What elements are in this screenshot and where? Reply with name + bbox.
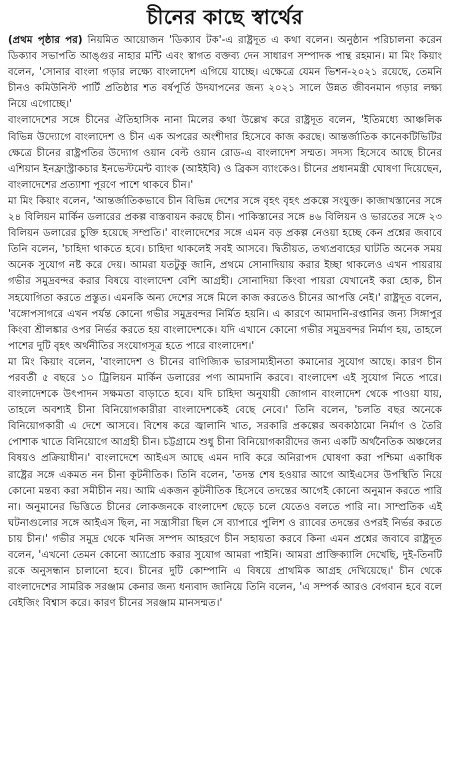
article-paragraph: মা মিং কিয়াং বলেন, 'বাংলাদেশ ও চীনের বাণিজ্যিক ভারসাম্যহীনতা কমানোর সুযোগ আছে। কারণ চীন পরবর্তী ৫ বছরে ১০ ট্রিলিয়ন মার্কিন ডলারের পণ্য আমদানি করবে। বাংলাদেশ এই সুযোগ নিতে পারে। বাংলাদেশকে উৎপাদন সক্ষমতা বাড়াতে হবে। যদি চাহিদা অনুযায়ী জোগান বাংলাদেশ থেকে পাওয়া যায়, তাহলে অবশ্যই চীনা বিনিয়োগকারীরা বাংলাদেশকেই বেছে নেবে।' তিনি বলেন, 'চলতি বছর অনেকে বিনিয়োগকারী এ দেশে আসবে। বিশেষ করে জ্বালানি খাত, সরকারি প্রকল্পের অবকাঠামো নির্মাণ ও তৈরি পোশাক খাতে বিনিয়োগে আগ্রহী চীন। চট্টগ্রামে শুধু চীনা বিনিয়োগকারীদের জন্য একটি অর্থনৈতিক অঞ্চলের বিষয়ও প্রক্রিয়াধীন।' বাংলাদেশে আইএস আছে এমন দাবি করে অনিরাপদ ঘোষণা করা পশ্চিমা একাধিক রাষ্ট্রের সঙ্গে একমত নন চীনা কূটনীতিক। তিনি বলেন, 'তদন্ত শেষ হওয়ার আগে আইএসের উপস্থিতি নিয়ে কোনো মন্তব্য করা সমীচীন নয়। আমি একজন কূটনীতিক হিসেবে তদন্তের আগেই কোনো অনুমান করতে পারি না। অনুমানের ভিত্তিতে চীনের লোকজনকে বাংলাদেশ ছেড়ে চলে যেতেও বলতে পারি না। সাম্প্রতিক এই ঘটনাগুলোর সঙ্গে আইএস ছিল, না সন্ত্রাসীরা ছিল সে ব্যাপারে পুলিশ ও র‌্যাবের তদন্তের ওপরই নির্ভর করতে চায় চীন।' গভীর সমুদ্র থেকে খনিজ সম্পদ আহরণে চীন সহায়তা করবে কিনা এমন প্রশ্নের জবাবে রাষ্ট্রদূত বলেন, 'এখনো তেমন কোনো অ্যাপ্রোচ করার সুযোগ আমরা পাইনি। আমরা প্রাক্তিক্যালি দেখেছি, দুই-তিনটি রকে অনুসন্ধান চালানো হবে। চীনের দুটি কোম্পানি এ বিষয়ে প্রাথমিক আগ্রহ দেখিয়েছে।' চীন থেকে বাংলাদেশের সামরিক সরঞ্জাম কেনার জন্য ধন্যবাদ জানিয়ে তিনি বলেন, 'এ সম্পর্ক আরও বেগবান হবে বলে বেইজিং বিশ্বাস করে। কারণ চীনের সরঞ্জাম মানসম্মত।' xyxy=(8,356,442,610)
article-paragraph: মা মিং কিয়াং বলেন, 'আন্তর্জাতিকভাবে চীন বিভিন্ন দেশের সঙ্গে বৃহৎ বৃহৎ প্রকল্পে সংযুক্ত। কাজাখস্তানের সঙ্গে ২৪ বিলিয়ন মার্কিন ডলারের প্রকল্প বাস্তবায়ন করছে চীন। পাকিস্তানের সঙ্গে ৪৬ বিলিয়ন ও ভারতের সঙ্গে ২৩ বিলিয়ন ডলারের চুক্তি হয়েছে সম্প্রতি।' বাংলাদেশের সঙ্গে এমন বড় প্রকল্প নেওয়া হচ্ছে কেন প্রশ্নের জবাবে তিনি বলেন, 'চাহিদা থাকতে হবে। চাহিদা থাকলেই সবই আসবে। দ্বিতীয়ত, তথ্যপ্রবাহের ঘাটতি অনেক সময় অনেক সুযোগ নষ্ট করে দেয়। আমরা যতটুকু জানি, প্রথমে সোনাদিয়ায় করার ইচ্ছা থাকলেও এখন পায়রায় গভীর সমুদ্রবন্দর করার বিষয়ে বাংলাদেশ বেশি আগ্রহী। সোনাদিয়া কিংবা পায়রা যেখানেই করা হোক, চীন সহযোগিতা করতে প্রস্তুত। এমনকি অন্য দেশের সঙ্গে মিলে কাজ করতেও চীনের আপত্তি নেই।' রাষ্ট্রদূত বলেন, 'বঙ্গোপসাগরে এখন পর্যন্ত কোনো গভীর সমুদ্রবন্দর নির্মিত হয়নি। এ কারণে আমদানি-রপ্তানির জন্য সিঙ্গাপুর কিংবা শ্রীলঙ্কার ওপর নির্ভর করতে হয় বাংলাদেশকে। যদি এখানে কোনো গভীর সমুদ্রবন্দর নির্মাণ হয়, তাহলে পাশের দুটি বৃহৎ অর্থনীতির সংযোগসূত্র হতে পারে বাংলাদেশ।' xyxy=(8,195,442,352)
continuation-label: (প্রথম পৃষ্ঠার পর) xyxy=(8,35,83,46)
paragraph-text: নিয়মিত আয়োজন 'ডিক্যাব টক'-এ রাষ্ট্রদূত এ কথা বলেন। অনুষ্ঠান পরিচালনা করেন ডিক্যাব সভাপতি আঙ্গুর নাহার মন্টি এবং স্বাগত বক্তব্য দেন সাধারণ সম্পাদক পান্থ রহমান। মা মিং কিয়াং বলেন, 'সোনার বাংলা গড়ার লক্ষ্যে বাংলাদেশ এগিয়ে যাচ্ছে। এক্ষেত্রে যেমন ভিশন-২০২১ রয়েছে, তেমনি চীনও কমিউনিস্ট পার্টি প্রতিষ্ঠার শত বর্ষপূর্তি উদযাপনের জন্য ২০২১ সালে উন্নত জীবনমান গড়ার লক্ষ্য নিয়ে এগোচ্ছে।' xyxy=(8,35,443,111)
article-paragraph xyxy=(8,33,442,113)
article-paragraph: বাংলাদেশের সঙ্গে চীনের ঐতিহাসিক নানা মিলের কথা উল্লেখ করে রাষ্ট্রদূত বলেন, 'ইতিমধ্যে আঞ্চলিক বিভিন্ন উদ্যোগে বাংলাদেশ ও চীন এক অপরের অংশীদার হিসেবে কাজ করছে। আন্তর্জাতিক কানেকটিভিটির ক্ষেত্রে চীনের রাষ্ট্রপতির উদ্যোগ ওয়ান বেল্ট ওয়ান রোড-এ বাংলাদেশ সম্মত। সদস্য হিসেবে আছে চীনের এশিয়ান ইনফ্রাস্ট্রাকচার ইনভেস্টমেন্ট ব্যাংক (আইইবি) ও ব্রিকস ব্যাংকেও। চীনের প্রধানমন্ত্রী ঘোষণা দিয়েছেন, বাংলাদেশের প্রত্যাশা পূরণে পাশে থাকবে চীন।' xyxy=(8,115,442,191)
article-body xyxy=(8,33,442,612)
article-headline: চীনের কাছে স্বার্থের xyxy=(146,5,304,29)
